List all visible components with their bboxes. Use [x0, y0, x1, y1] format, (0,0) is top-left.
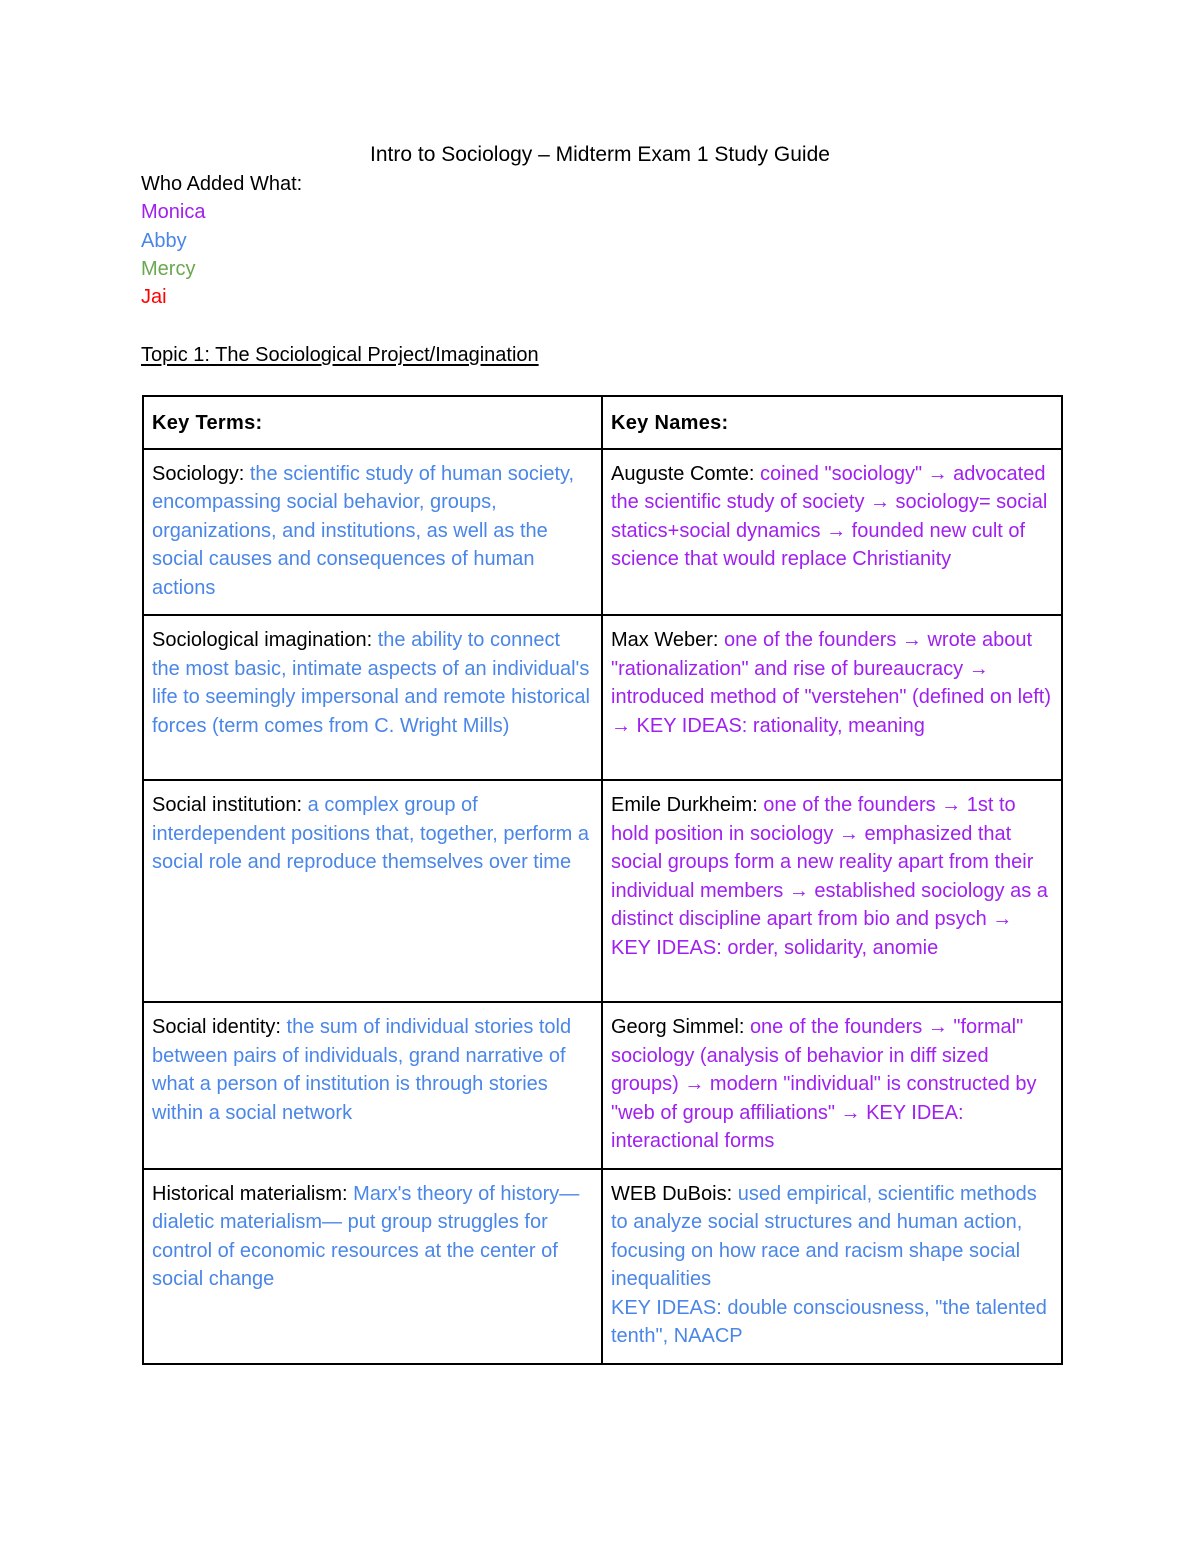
table-row [143, 1169, 1062, 1364]
contributor-monica: Monica [141, 201, 206, 224]
key-name-key-ideas: KEY IDEAS: double consciousness, "the talented tenth", NAACP [611, 1296, 1047, 1347]
document-title: Intro to Sociology – Midterm Exam 1 Study Guide [370, 143, 830, 166]
key-name: WEB DuBois: [611, 1182, 733, 1205]
table-header-row [143, 396, 1062, 449]
key-name-cell [602, 449, 1062, 616]
key-name-cell [602, 1002, 1062, 1169]
key-name: Emile Durkheim: [611, 794, 758, 816]
key-term-cell [143, 1169, 602, 1364]
key-term-cell [143, 1002, 602, 1169]
key-name: Auguste Comte: [611, 462, 755, 485]
key-name-cell [602, 780, 1062, 1002]
key-term-cell [143, 780, 602, 1002]
key-term-cell [143, 449, 602, 616]
key-name: Georg Simmel: [611, 1016, 745, 1038]
contributor-mercy: Mercy [141, 257, 196, 280]
key-name-description: one of the founders → wrote about "rationalization" and rise of bureaucracy → introduced method of "verstehen" (defined on left) → KEY IDEAS: rationality, meaning [611, 629, 1052, 737]
study-guide-table [142, 395, 1063, 1365]
topic-heading: Topic 1: The Sociological Project/Imagination [141, 344, 539, 366]
key-term-definition: the ability to connect the most basic, intimate aspects of an individual's life to seemingly impersonal and remote historical forces (term comes from C. Wright Mills) [152, 629, 590, 737]
key-name-description: one of the founders → "formal" sociology (analysis of behavior in diff sized groups) → modern "individual" is constructed by "web of group affiliations" → KEY IDEA: interactional forms [611, 1016, 1037, 1152]
key-term: Sociology: [152, 462, 245, 485]
key-name-description: used empirical, scientific methods to analyze social structures and human action, focusing on how race and racism shape social inequalities [611, 1182, 1037, 1290]
table-row [143, 1002, 1062, 1169]
key-name-cell [602, 615, 1062, 780]
key-term-definition: the sum of individual stories told between pairs of individuals, grand narrative of what a person of institution is through stories within a social network [152, 1016, 572, 1124]
table-row [143, 615, 1062, 780]
key-term-cell [143, 615, 602, 780]
contributor-abby: Abby [141, 229, 187, 252]
key-term-definition: the scientific study of human society, encompassing social behavior, groups, organizations, and institutions, as well as the social causes and consequences of human actions [152, 462, 575, 599]
key-term: Sociological imagination: [152, 629, 373, 651]
key-term: Social institution: [152, 794, 303, 816]
contributor-jai: Jai [141, 286, 167, 309]
key-name-cell [602, 1169, 1062, 1364]
contributors-list [141, 170, 302, 311]
key-name: Max Weber: [611, 629, 719, 651]
header-key-names: Key Names: [602, 396, 1062, 449]
key-term: Historical materialism: [152, 1182, 348, 1205]
table-row [143, 780, 1062, 1002]
key-name-description: one of the founders → 1st to hold position in sociology → emphasized that social groups form a new reality apart from their individual members → established sociology as a distinct discipline apart from bio and psych → KEY IDEAS: order, solidarity, anomie [611, 794, 1048, 959]
key-term-definition: Marx's theory of history—dialetic materialism— put group struggles for control of economic resources at the center of social change [152, 1182, 580, 1290]
header-key-terms: Key Terms: [143, 396, 602, 449]
who-added-label: Who Added What: [141, 173, 303, 195]
key-term: Social identity: [152, 1016, 281, 1038]
key-name-description: coined "sociology" → advocated the scientific study of society → sociology= social statics+social dynamics → founded new cult of science that would replace Christianity [611, 462, 1048, 570]
table-row [143, 449, 1062, 616]
key-term-definition: a complex group of interdependent positions that, together, perform a social role and reproduce themselves over time [152, 794, 589, 873]
